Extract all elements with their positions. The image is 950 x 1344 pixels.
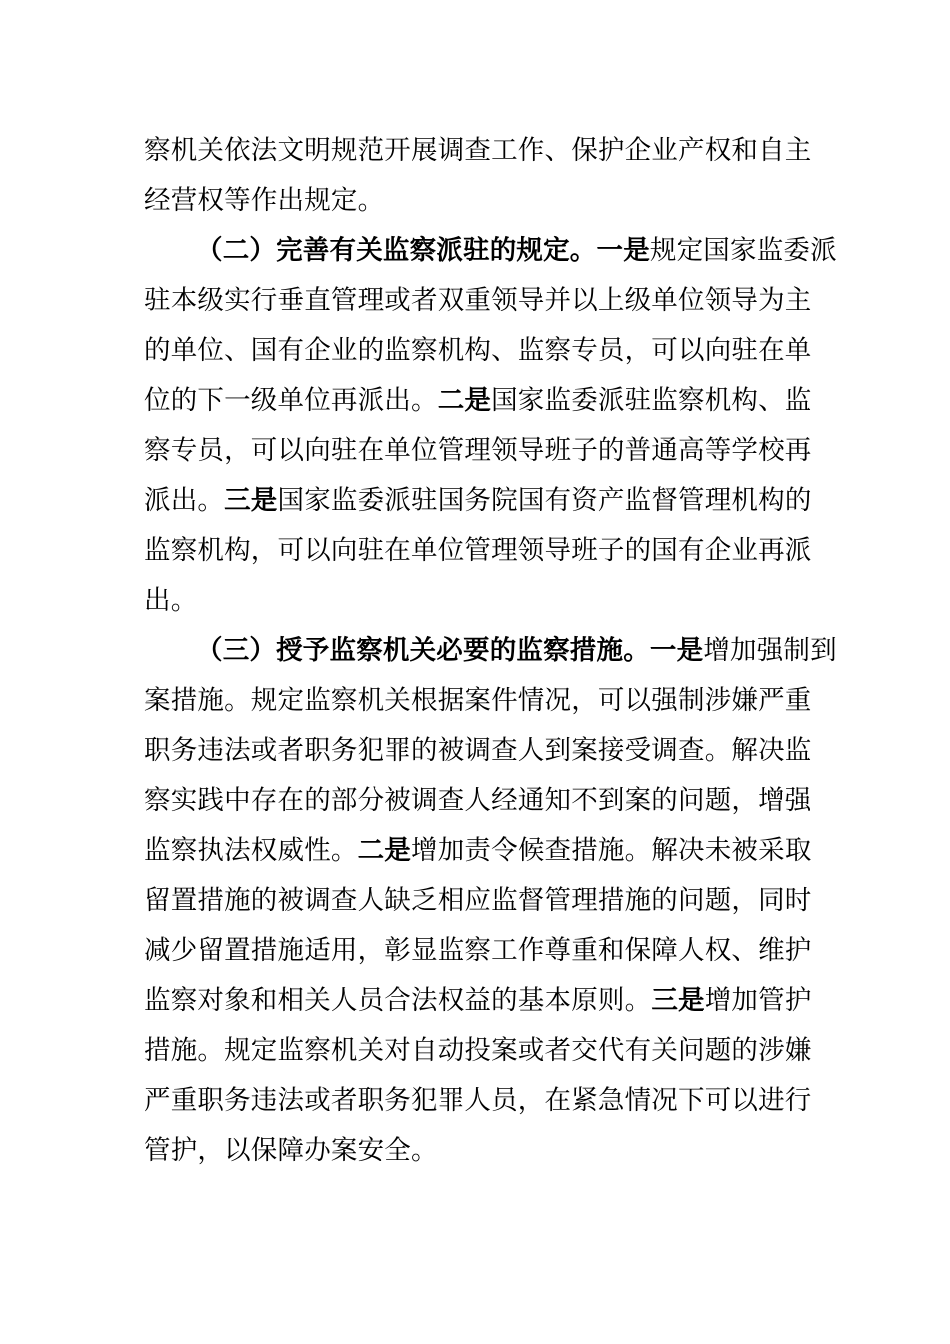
paragraph-text: 驻本级实行垂直管理或者双重领导并以上级单位领导为主 <box>144 285 812 316</box>
text-line <box>144 276 812 326</box>
paragraph-text: 措施。规定监察机关对自动投案或者交代有关问题的涉嫌 <box>144 1035 812 1066</box>
paragraph-text: 监察对象和相关人员合法权益的基本原则。 <box>144 985 652 1016</box>
paragraph-text: 国家监委派驻国务院国有资产监督管理机构的 <box>277 485 812 516</box>
text-line <box>144 926 812 976</box>
paragraph-text: 增加责令候查措施。解决未被采取 <box>411 835 812 866</box>
paragraph-text: 职务违法或者职务犯罪的被调查人到案接受调查。解决监 <box>144 735 812 766</box>
paragraph-text: 国家监委派驻监察机构、监 <box>491 385 812 416</box>
text-line <box>144 1026 812 1076</box>
paragraph-text: 监察执法权威性。 <box>144 835 358 866</box>
paragraph-text: 规定国家监委派 <box>649 235 837 266</box>
paragraph-text: 严重职务违法或者职务犯罪人员，在紧急情况下可以进行 <box>144 1085 812 1116</box>
paragraph-text: 出。 <box>144 585 198 616</box>
paragraph-text: 监察机构，可以向驻在单位管理领导班子的国有企业再派 <box>144 535 812 566</box>
paragraph-text: 察机关依法文明规范开展调查工作、保护企业产权和自主 <box>144 135 812 166</box>
paragraph-text: 增加强制到 <box>703 635 837 666</box>
section-heading: （三）授予监察机关必要的监察措施。 <box>196 635 650 666</box>
paragraph-text: 留置措施的被调查人缺乏相应监督管理措施的问题，同时 <box>144 885 812 916</box>
text-line <box>144 126 812 176</box>
paragraph-text: 位的下一级单位再派出。 <box>144 385 438 416</box>
paragraph-text: 案措施。规定监察机关根据案件情况，可以强制涉嫌严重 <box>144 685 812 716</box>
item-label: 一是 <box>649 635 704 666</box>
text-line <box>144 526 812 576</box>
text-line <box>196 626 837 676</box>
text-line <box>144 676 812 726</box>
paragraph-text: 的单位、国有企业的监察机构、监察专员，可以向驻在单 <box>144 335 812 366</box>
item-label: 二是 <box>357 835 412 866</box>
text-line <box>144 1076 812 1126</box>
text-line <box>144 876 812 926</box>
paragraph-text: 增加管护 <box>704 985 812 1016</box>
text-line <box>144 1126 438 1176</box>
paragraph-text: 察实践中存在的部分被调查人经通知不到案的问题，增强 <box>144 785 812 816</box>
paragraph-text: 减少留置措施适用，彰显监察工作尊重和保障人权、维护 <box>144 935 812 966</box>
text-line <box>144 826 812 876</box>
item-label: 二是 <box>437 385 492 416</box>
item-label: 三是 <box>224 485 278 516</box>
text-line <box>144 576 197 626</box>
text-line <box>144 976 812 1026</box>
paragraph-text: 经营权等作出规定。 <box>144 185 385 216</box>
section-heading: （二）完善有关监察派驻的规定。 <box>196 235 597 266</box>
text-line <box>144 326 812 376</box>
text-line <box>144 476 812 526</box>
item-label: 一是 <box>596 235 650 266</box>
paragraph-text: 察专员，可以向驻在单位管理领导班子的普通高等学校再 <box>144 435 812 466</box>
paragraph-text: 派出。 <box>144 485 225 516</box>
text-line <box>144 176 384 226</box>
text-line <box>144 426 812 476</box>
paragraph-text: 管护，以保障办案安全。 <box>144 1135 438 1166</box>
text-line <box>144 726 812 776</box>
item-label: 三是 <box>651 985 705 1016</box>
text-line <box>144 376 812 426</box>
text-line <box>196 226 837 276</box>
text-line <box>144 776 812 826</box>
